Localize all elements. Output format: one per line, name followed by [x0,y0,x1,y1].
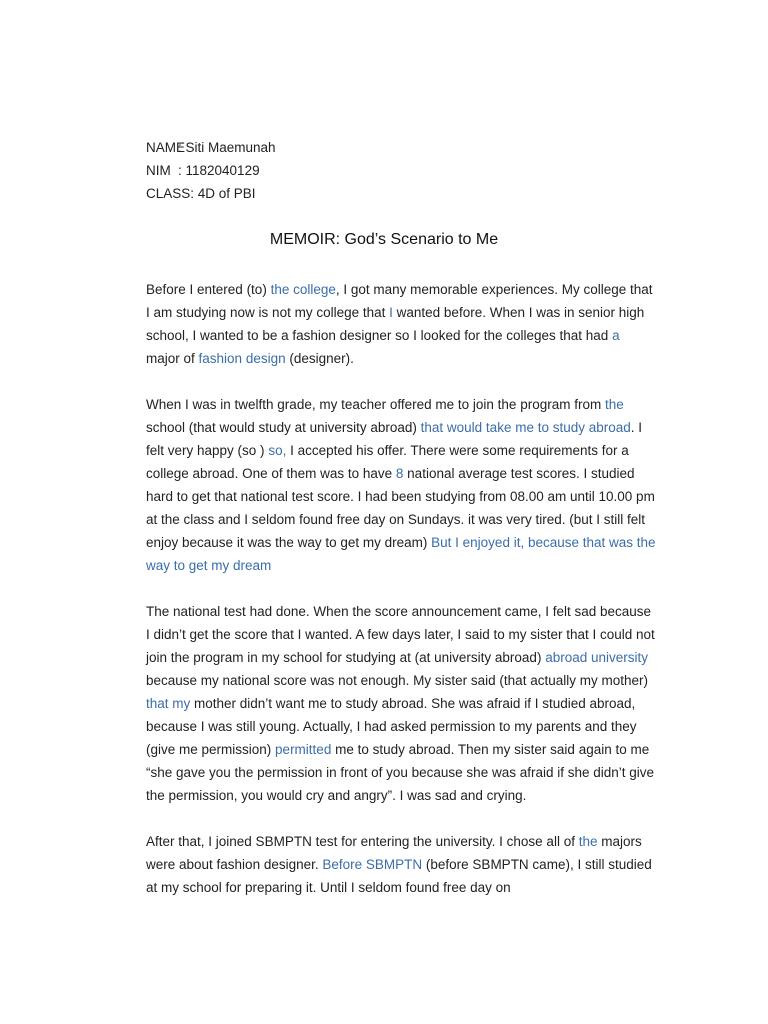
correction-text: But I enjoyed it, because that was the way to get my dream [146,535,656,573]
paragraph-text: wanted before. When I was in senior high school, I wanted to be a fashion designer so I looked for the colleges that had [146,305,645,343]
paragraph-text: The national test had done. When the score announcement came, I felt sad because I didn’t get the score that I wanted. A few days later, I said to my sister that I could not join the program in my school for studying at (at university abroad) [146,604,655,665]
correction-text: the [578,834,598,849]
paragraph [146,830,656,899]
paragraph-text: , I got many memorable experiences. My college that I am studying now is not my college that [146,282,653,320]
paragraph [146,278,656,370]
name-value: : Siti Maemunah [178,140,276,155]
correction-text: 8 [395,466,404,481]
correction-text: that would take me to study abroad [420,420,631,435]
nim-row [146,159,276,182]
paragraph-text: . I felt very happy (so ) [146,420,643,458]
paragraph-text: I accepted his offer. There were some requirements for a college abroad. One of them was to have [146,443,629,481]
paragraph-text: After that, I joined SBMPTN test for entering the university. I chose all of [146,834,579,849]
nim-value: : 1182040129 [178,163,260,178]
correction-text: the [604,397,624,412]
paragraph-text: (designer). [285,351,354,366]
paragraph-text: mother didn’t want me to study abroad. She was afraid if I studied abroad, because I was still young. Actually, I had asked permission to my parents and they (give me permission) [146,696,637,757]
paragraph-text: me to study abroad. Then my sister said again to me “she gave you the permission in front of you because she was afraid if she didn’t give the permission, you would cry and angry”. I was sad and crying. [146,742,655,803]
class-row [146,182,276,205]
paragraph-text: because my national score was not enough. My sister said (that actually my mother) [146,673,648,688]
correction-text: so, [268,443,287,458]
nim-label: NIM [146,163,171,178]
document-title: MEMOIR: God’s Scenario to Me [269,231,499,248]
paragraph [146,600,656,807]
correction-text: fashion design [198,351,286,366]
paragraph-text: When I was in twelfth grade, my teacher offered me to join the program from [146,397,605,412]
student-info-header [146,136,276,205]
paragraph-text: majors were about fashion designer. [146,834,642,872]
correction-text: I [389,305,393,320]
paragraph-text: Before I entered (to) [146,282,271,297]
correction-text: abroad university [545,650,648,665]
paragraph-text: national average test scores. I studied hard to get that national test score. I had been studying from 08.00 am until 10.00 pm at the class and I seldom found free day on Sundays. it was very tired. (but I still felt enjoy because it was the way to get my dream) [146,466,655,550]
correction-text: permitted [275,742,332,757]
correction-text: a [612,328,620,343]
paragraph-text: (before SBMPTN came), I still studied at my school for preparing it. Until I seldom found free day on [146,857,652,895]
paragraph-text: major of [146,351,199,366]
correction-text: the college [270,282,336,297]
correction-text: that my [146,696,191,711]
class-line: CLASS: 4D of PBI [146,186,256,201]
name-row [146,136,276,159]
paragraph-text: school (that would study at university abroad) [146,420,421,435]
correction-text: Before SBMPTN [322,857,423,872]
paragraph [146,393,656,577]
memoir-body [146,278,656,922]
name-label: NAME [146,140,186,155]
